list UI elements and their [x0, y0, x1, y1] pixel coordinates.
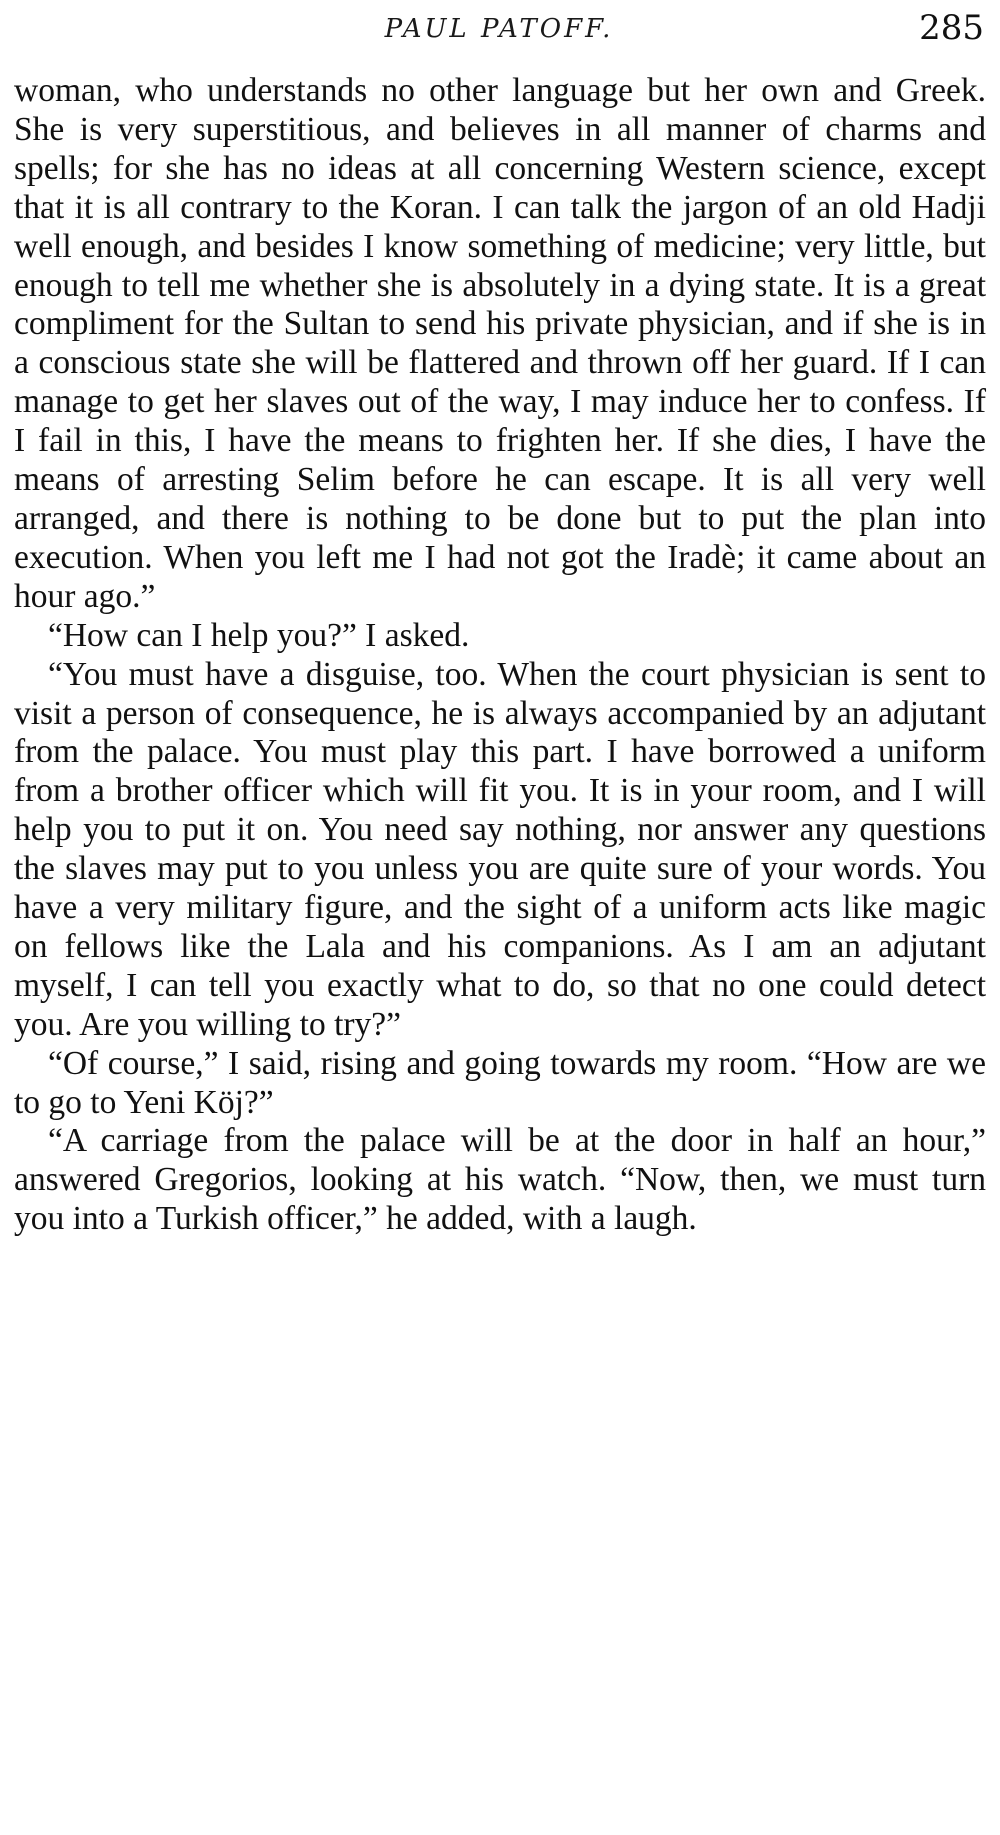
body-text [14, 72, 986, 1239]
running-title: PAUL PATOFF. [384, 14, 614, 44]
running-header [14, 8, 984, 58]
paragraph-disguise: “You must have a disguise, too. When the court physician is sent to visit a person of consequence, he is always accompanied by an adjutant from the palace. You must play this part. I have borrowed a uniform from a brother officer which will fit you. It is in your room, and I will help you to put it on. You need say nothing, nor answer any questions the slaves may put to you unless you are quite sure of your words. You have a very military figure, and the sight of a uniform acts like magic on fellows like the Lala and his companions. As I am an adjutant myself, I can tell you exactly what to do, so that no one could detect you. Are you willing to try?” [14, 655, 986, 1043]
paragraph-continuation: woman, who understands no other language but her own and Greek. She is very superstitious, and believes in all manner of charms and spells; for she has no ideas at all concerning Western science, except that it is all contrary to the Koran. I can talk the jargon of an old Hadji well enough, and besides I know something of medicine; very little, but enough to tell me whether she is absolutely in a dying state. It is a great compliment for the Sultan to send his private physician, and if she is in a conscious state she will be flattered and thrown off her guard. If I can manage to get her slaves out of the way, I may induce her to confess. If I fail in this, I have the means to frighten her. If she dies, I have the means of arresting Selim before he can escape. It is all very well arranged, and there is nothing to be done but to put the plan into execution. When you left me I had not got the Iradè; it came about an hour ago.” [14, 72, 986, 615]
paragraph-of-course: “Of course,” I said, rising and going towards my room. “How are we to go to Yeni Köj?” [14, 1044, 986, 1121]
page-number: 285 [919, 8, 984, 48]
paragraph-question: “How can I help you?” I asked. [48, 616, 470, 654]
paragraph-carriage: “A carriage from the palace will be at the door in half an hour,” answered Gregorios, looking at his watch. “Now, then, we must turn you into a Turkish officer,” he added, with a laugh. [14, 1122, 986, 1238]
